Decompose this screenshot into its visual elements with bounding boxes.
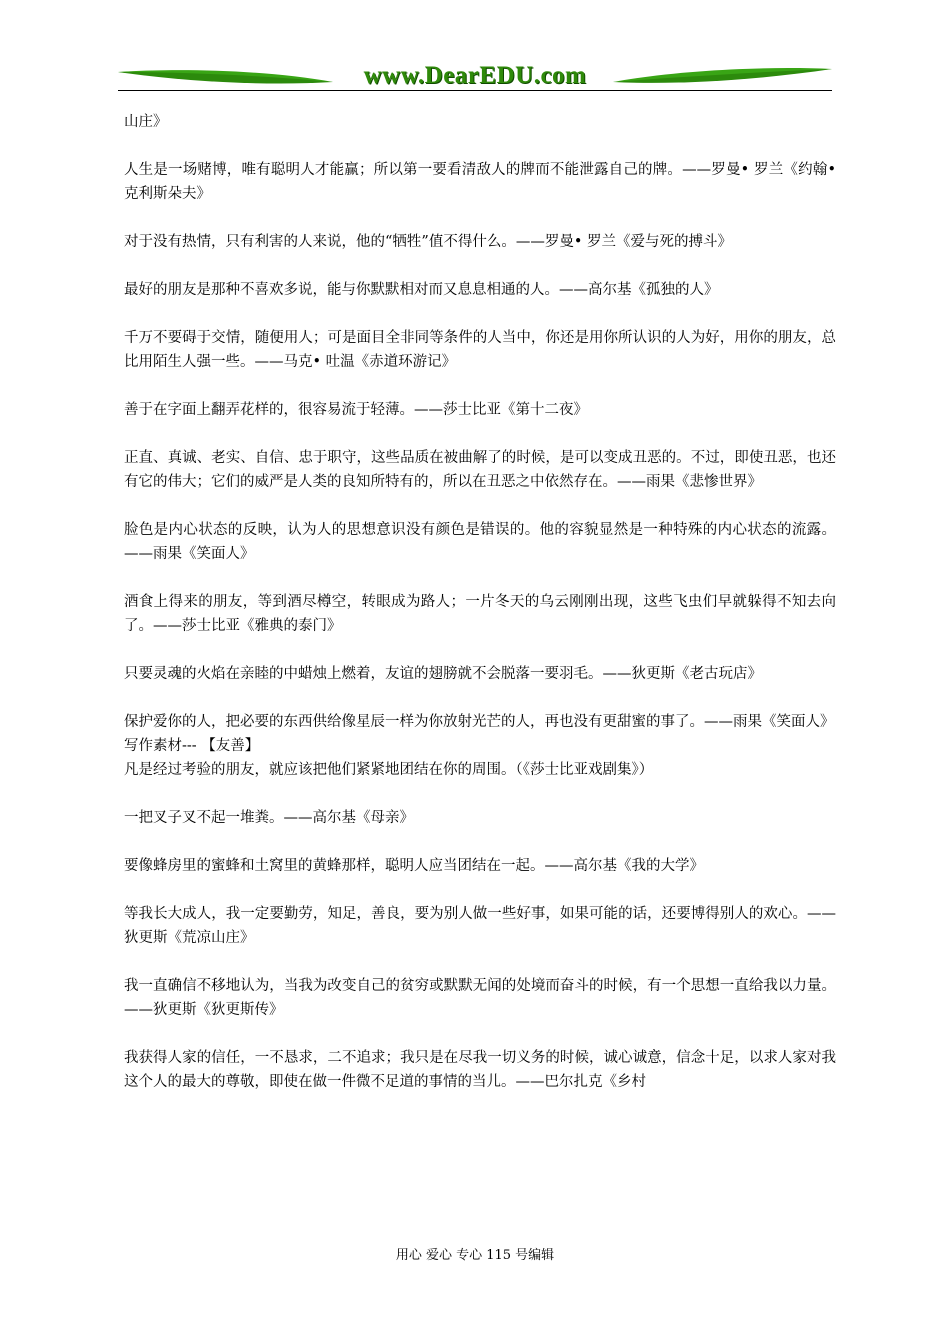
paragraph: 脸色是内心状态的反映，认为人的思想意识没有颜色是错误的。他的容貌显然是一种特殊的内心状态的流露。——雨果《笑面人》 bbox=[124, 522, 836, 562]
paragraph: 我获得人家的信任，一不恳求，二不追求；我只是在尽我一切义务的时候，诚心诚意，信念十足，以求人家对我这个人的最大的尊敬，即使在做一件微不足道的事情的当儿。——巴尔扎克《乡村 bbox=[124, 1050, 836, 1090]
paragraph: 对于没有热情，只有利害的人来说，他的“牺牲”值不得什么。——罗曼• 罗兰《爱与死的搏斗》 bbox=[124, 234, 732, 250]
header-divider bbox=[118, 90, 832, 91]
paragraph: 人生是一场赌博，唯有聪明人才能赢；所以第一要看清敌人的牌而不能泄露自己的牌。——罗曼• 罗兰《约翰• 克利斯朵夫》 bbox=[124, 162, 836, 202]
paragraph: 我一直确信不移地认为，当我为改变自己的贫穷或默默无闻的处境而奋斗的时候，有一个思想一直给我以力量。——狄更斯《狄更斯传》 bbox=[124, 978, 836, 1018]
paragraph: 一把叉子叉不起一堆粪。——高尔基《母亲》 bbox=[124, 810, 414, 826]
paragraph: 山庄》 bbox=[124, 114, 168, 130]
section-heading: 写作素材--- 【友善】 bbox=[124, 738, 260, 754]
paragraph: 要像蜂房里的蜜蜂和土窝里的黄蜂那样，聪明人应当团结在一起。——高尔基《我的大学》 bbox=[124, 858, 704, 874]
paragraph: 千万不要碍于交情，随便用人；可是面目全非同等条件的人当中，你还是用你所认识的人为好，用你的朋友，总比用陌生人强一些。——马克• 吐温《赤道环游记》 bbox=[124, 330, 836, 370]
paragraph: 最好的朋友是那种不喜欢多说，能与你默默相对而又息息相通的人。——高尔基《孤独的人》 bbox=[124, 282, 719, 298]
paragraph: 善于在字面上翻弄花样的，很容易流于轻薄。——莎士比亚《第十二夜》 bbox=[124, 402, 588, 418]
site-logo: www.DearEDU.com bbox=[363, 62, 587, 89]
paragraph: 凡是经过考验的朋友，就应该把他们紧紧地团结在你的周围。（《莎士比亚戏剧集》） bbox=[124, 762, 654, 778]
page-footer: 用心 爱心 专心 115 号编辑 bbox=[395, 1248, 555, 1263]
paragraph: 保护爱你的人，把必要的东西供给像星辰一样为你放射光芒的人，再也没有更甜蜜的事了。——雨果《笑面人》 bbox=[124, 714, 835, 730]
document-body bbox=[124, 110, 836, 1094]
paragraph: 只要灵魂的火焰在亲睦的中蜡烛上燃着，友谊的翅膀就不会脱落一要羽毛。——狄更斯《老古玩店》 bbox=[124, 666, 762, 682]
paragraph: 正直、真诚、老实、自信、忠于职守，这些品质在被曲解了的时候，是可以变成丑恶的。不过，即使丑恶，也还有它的伟大；它们的威严是人类的良知所特有的，所以在丑恶之中依然存在。——雨果《悲惨世界》 bbox=[124, 450, 836, 490]
paragraph: 等我长大成人，我一定要勤劳，知足，善良，要为别人做一些好事，如果可能的话，还要博得别人的欢心。——狄更斯《荒凉山庄》 bbox=[124, 906, 836, 946]
paragraph: 酒食上得来的朋友，等到酒尽樽空，转眼成为路人；一片冬天的乌云刚刚出现，这些飞虫们早就躲得不知去向了。——莎士比亚《雅典的泰门》 bbox=[124, 594, 836, 634]
header-banner bbox=[118, 60, 832, 92]
